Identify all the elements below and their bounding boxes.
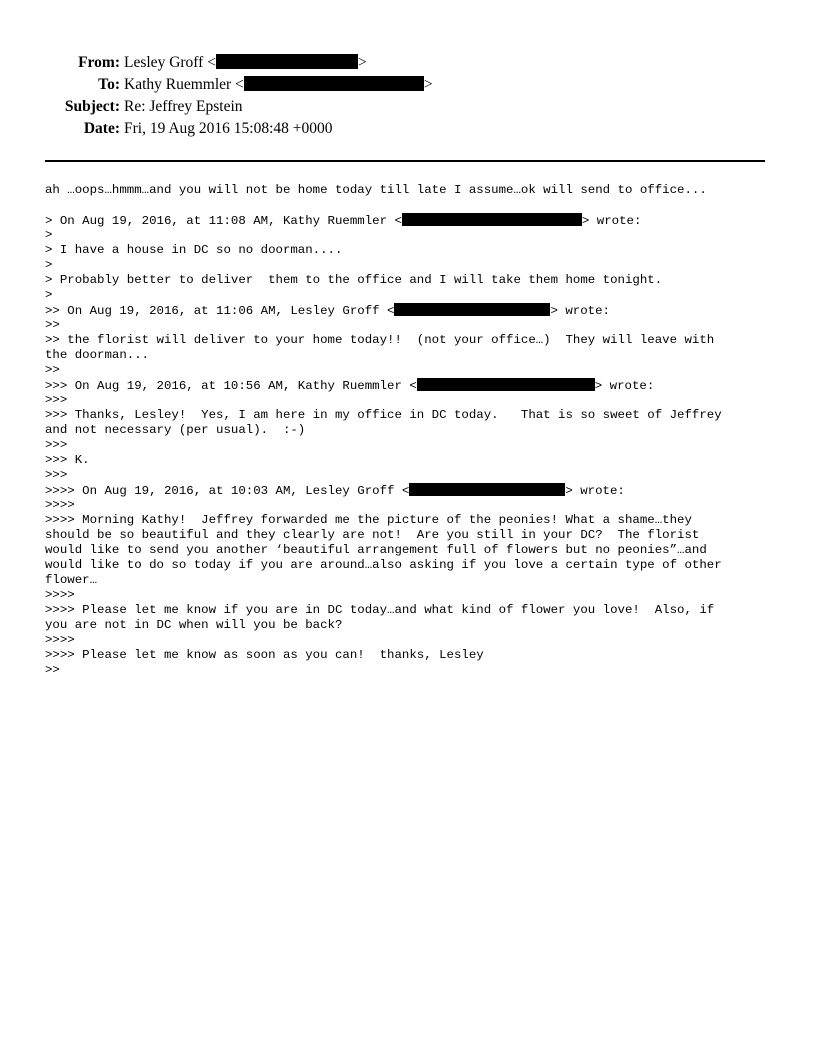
- body-line: >>>>: [45, 498, 75, 512]
- quote-header-tail: > wrote:: [550, 304, 610, 318]
- body-line: >>>> Please let me know if you are in DC today…and what kind of flower you love! Also, if: [45, 603, 715, 617]
- redaction-box: [244, 76, 424, 91]
- body-line: >>>: [45, 393, 68, 407]
- quote-header-tail: > wrote:: [594, 379, 655, 393]
- body-line: >>>: [45, 438, 68, 452]
- from-name: Lesley Groff <: [124, 54, 216, 71]
- body-line: > I have a house in DC so no doorman....: [45, 243, 343, 257]
- header-divider: [45, 160, 765, 162]
- quote-header-text: >>>> On Aug 19, 2016, at 10:03 AM, Lesley Groff <: [45, 484, 410, 498]
- body-line: >>>> Morning Kathy! Jeffrey forwarded me the picture of the peonies! What a shame…they: [45, 513, 692, 527]
- body-line: the doorman...: [45, 348, 150, 362]
- redaction-box: [409, 483, 565, 496]
- date-label: Date:: [83, 120, 120, 137]
- from-label: From:: [78, 54, 120, 71]
- body-line: >>>>: [45, 633, 75, 647]
- email-body: [45, 183, 770, 678]
- to-close: >: [423, 76, 433, 93]
- body-line: would like to do so today if you are around…also asking if you love a certain type of other: [45, 558, 722, 572]
- body-line: >>: [45, 663, 60, 677]
- body-line: >>: [45, 318, 60, 332]
- redaction-box: [394, 303, 550, 316]
- quote-header-text: >>> On Aug 19, 2016, at 10:56 AM, Kathy Ruemmler <: [45, 379, 417, 393]
- quote-header-line: [45, 378, 770, 393]
- body-line: you are not in DC when will you be back?: [45, 618, 343, 632]
- body-line: >>>>: [45, 588, 75, 602]
- body-line: and not necessary (per usual). :-): [45, 423, 306, 437]
- from-close: >: [357, 54, 367, 71]
- body-line: >>>> Please let me know as soon as you can! thanks, Lesley: [45, 648, 484, 662]
- body-line: ah …oops…hmmm…and you will not be home today till late I assume…ok will send to office...: [45, 183, 707, 197]
- body-line: >>> K.: [45, 453, 90, 467]
- body-line: should be so beautiful and they clearly are not! Are you still in your DC? The florist: [45, 528, 700, 542]
- subject-label: Subject:: [64, 98, 120, 115]
- body-line: >>>: [45, 468, 68, 482]
- body-line: flower…: [45, 573, 98, 587]
- body-line: >> the florist will deliver to your home today!! (not your office…) They will leave with: [45, 333, 715, 347]
- date-value: Fri, 19 Aug 2016 15:08:48 +0000: [124, 120, 333, 137]
- quote-header-tail: > wrote:: [581, 214, 642, 228]
- quote-header-line: [45, 303, 770, 318]
- quote-header-text: >> On Aug 19, 2016, at 11:06 AM, Lesley Groff <: [45, 304, 395, 318]
- quote-header-tail: > wrote:: [565, 484, 625, 498]
- body-line: would like to send you another ‘beautiful arrangement full of flowers but no peonies”…and: [45, 543, 707, 557]
- body-line: >>> Thanks, Lesley! Yes, I am here in my office in DC today. That is so sweet of Jeffrey: [45, 408, 722, 422]
- body-line: >: [45, 258, 53, 272]
- quote-header-line: [45, 213, 770, 228]
- body-line: > Probably better to deliver them to the office and I will take them home tonight.: [45, 273, 663, 287]
- to-label: To:: [98, 76, 120, 93]
- redaction-box: [417, 378, 595, 391]
- redaction-box: [402, 213, 582, 226]
- body-line: >: [45, 288, 53, 302]
- quote-header-text: > On Aug 19, 2016, at 11:08 AM, Kathy Ruemmler <: [45, 214, 402, 228]
- subject-value: Re: Jeffrey Epstein: [124, 98, 243, 115]
- quote-header-line: [45, 483, 770, 498]
- body-line: >: [45, 228, 53, 242]
- to-name: Kathy Ruemmler <: [124, 76, 244, 93]
- body-line: >>: [45, 363, 60, 377]
- redaction-box: [216, 54, 358, 69]
